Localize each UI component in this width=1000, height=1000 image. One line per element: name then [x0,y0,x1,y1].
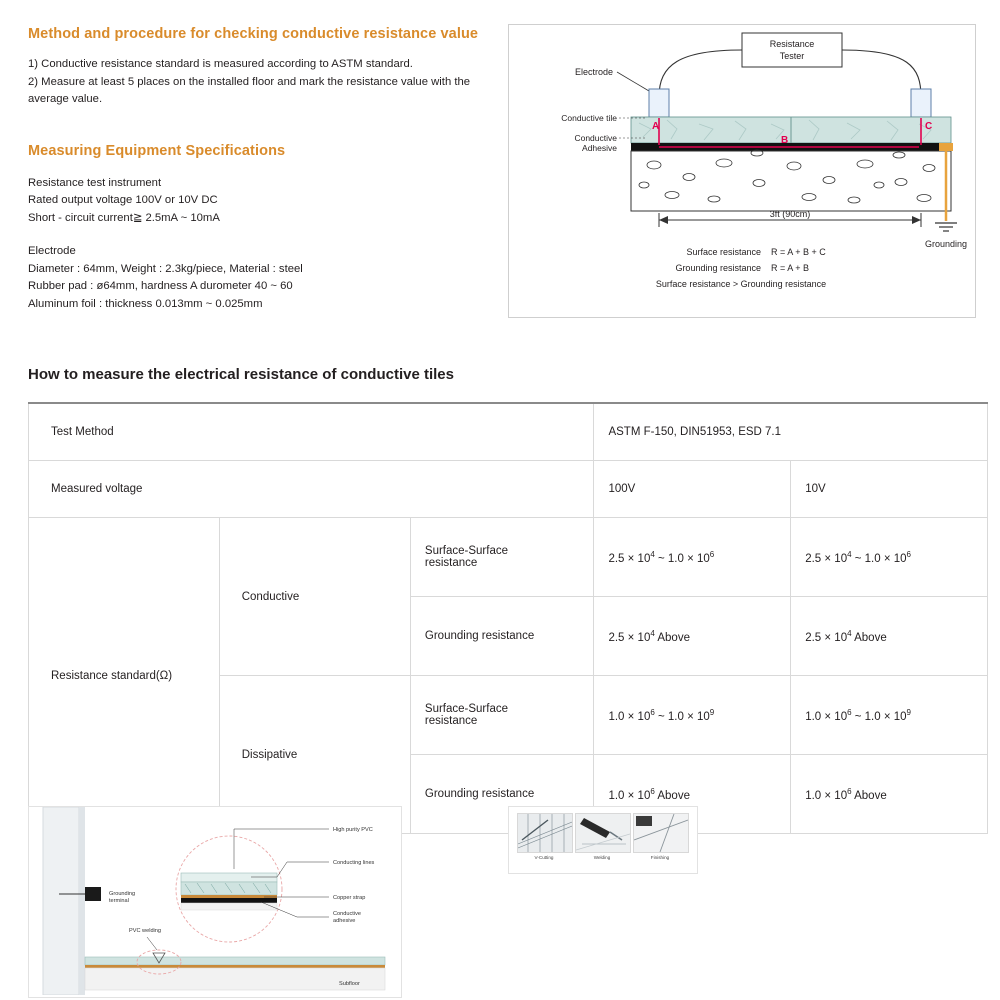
value-exp-1: 6 [847,707,852,717]
electrode-right [911,89,931,117]
thumb-image-v-cutting [517,813,573,853]
distance-label: 3ft (90cm) [769,209,811,219]
heading-method-procedure: Method and procedure for checking conductive resistance value [28,26,479,42]
cell-value-conductive-surface-10v [791,518,988,597]
kind-line-2: resistance [424,557,478,569]
wire-right [842,50,921,97]
resistance-standard-table [28,402,988,834]
wire-left [659,50,742,97]
value-post: Above [851,631,887,644]
cell-group-dissipative: Dissipative [219,676,410,834]
cell-test-method-label: Test Method [29,403,594,461]
cell-kind-dissipative-grounding: Grounding resistance [410,755,594,834]
value-pre: 2.5 × 10 [805,552,848,565]
spec-instrument-line-1: Rated output voltage 100V or 10V DC [28,194,218,206]
table-row-measured-voltage [29,461,988,518]
kind-line-1: Surface-Surface [424,545,509,557]
value-exp-1: 4 [650,549,655,559]
value-exp-1: 6 [650,707,655,717]
cell-value-conductive-grounding-100v [594,597,791,676]
resistance-tester-label-line1: Resistance [769,39,815,49]
value-exp-1: 6 [650,786,655,796]
marker-b: B [781,135,789,146]
thumb-caption-welding: Welding [593,855,611,860]
value-mid: ~ 1.0 × 10 [851,710,907,723]
value-pre: 2.5 × 10 [805,631,848,644]
thumb-finishing [633,813,687,860]
cell-voltage-10v: 10V [791,461,988,518]
value-pre: 1.0 × 10 [805,710,848,723]
value-pre: 1.0 × 10 [608,789,651,802]
left-text-column [28,26,488,329]
cell-voltage-100v: 100V [594,461,791,518]
thumb-welding [575,813,629,860]
conductive-adhesive-label-1: Conductive [574,133,617,143]
grounding-label: Grounding [924,239,968,249]
formula-3: Surface resistance > Grounding resistance [655,279,827,289]
cell-kind-dissipative-surface [410,676,594,755]
marker-c: C [925,121,933,132]
concrete-subfloor [631,151,951,211]
label-conductive-adhesive-2: adhesive [333,918,356,924]
floor-tile-layer [85,957,385,965]
spec-instrument-line-2: Short - circuit current≧ 2.5mA ~ 10mA [28,211,220,224]
cell-resistance-standard-label: Resistance standard(Ω) [29,518,220,834]
wall [43,807,79,995]
spec-electrode [28,243,488,313]
formula-2-value: R = A + B [771,263,810,273]
spec-electrode-line-1: Diameter : 64mm, Weight : 2.3kg/piece, Material : steel [28,262,303,275]
subfloor-label: Subfloor [339,981,360,987]
value-exp-2: 6 [906,549,911,559]
value-mid: ~ 1.0 × 10 [654,710,710,723]
label-conducting-lines: Conducting lines [333,860,375,866]
cell-value-dissipative-surface-100v [594,676,791,755]
thumb-v-cutting [517,813,571,860]
value-exp-2: 9 [709,707,715,717]
spec-title-electrode: Electrode [28,245,76,257]
value-post: Above [851,789,887,802]
value-post: Above [654,631,690,644]
cell-value-conductive-grounding-10v [791,597,988,676]
conductive-adhesive-label-2: Adhesive [582,143,617,153]
thumb-caption-finishing: Finishing [650,855,670,860]
cell-value-conductive-surface-100v [594,518,791,597]
table-row-test-method [29,403,988,461]
grounding-terminal-label-1: Grounding [109,891,136,897]
wall-edge [79,807,85,995]
formula-1-value: R = A + B + C [771,247,826,257]
value-pre: 2.5 × 10 [608,631,651,644]
electrode-label: Electrode [574,67,613,77]
table-row-conductive-surface [29,518,988,597]
detail-base [181,903,277,910]
thumb-image-finishing [633,813,689,853]
ground-symbol-icon [935,223,957,231]
grounding-strip [939,143,953,151]
detail-pvc-layer [181,873,277,882]
page-title: How to measure the electrical resistance of conductive tiles [28,366,454,383]
value-pre: 1.0 × 10 [805,789,848,802]
floor-construction-figure [28,806,402,998]
spec-resistance-instrument [28,175,488,228]
cell-group-conductive: Conductive [219,518,410,676]
value-mid: ~ 1.0 × 10 [851,552,907,565]
welding-leader-line [147,937,157,950]
spec-electrode-line-3: Aluminum foil : thickness 0.013mm ~ 0.025mm [28,297,263,310]
value-exp-2: 6 [709,549,715,559]
grounding-terminal-block [85,887,101,901]
heading-measuring-equipment: Measuring Equipment Specifications [28,142,286,159]
label-high-purity-pvc: High purity PVC [333,827,373,833]
paragraph-step-1: 1) Conductive resistance standard is measured according to ASTM standard. [28,58,413,70]
cell-kind-conductive-grounding: Grounding resistance [410,597,594,676]
kind-line-2: resistance [424,715,478,727]
value-post: Above [654,789,690,802]
paragraph-step-2: 2) Measure at least 5 places on the installed floor and mark the resistance value with the average value. [28,75,471,105]
formula-1-label: Surface resistance [686,247,761,257]
label-conductive-adhesive-1: Conductive [333,911,361,917]
cell-value-dissipative-surface-10v [791,676,988,755]
value-exp-2: 9 [906,707,911,717]
resistance-tester-label-line2: Tester [779,51,805,61]
cell-value-dissipative-grounding-10v [791,755,988,834]
cell-kind-conductive-surface [410,518,594,597]
electrode-leader-line [617,72,649,91]
value-exp-1: 6 [847,786,852,796]
spec-title-instrument: Resistance test instrument [28,176,162,189]
thumb-image-welding [575,813,631,853]
electrode-left [649,89,669,117]
cell-measured-voltage-label: Measured voltage [29,461,594,518]
label-pvc-welding: PVC welding [129,928,162,934]
thumb-caption-v-cutting: V-Cutting [534,855,554,860]
conductive-tile-label: Conductive tile [561,113,617,123]
grounding-terminal-label-2: terminal [109,898,129,904]
label-copper-strap: Copper strap [333,895,366,901]
detail-conductive-adhesive [181,898,277,903]
marker-a: A [652,121,660,132]
value-exp-1: 4 [847,628,852,638]
value-mid: ~ 1.0 × 10 [654,552,710,565]
cell-test-method-value: ASTM F-150, DIN51953, ESD 7.1 [594,403,988,461]
spec-electrode-line-2: Rubber pad : ø64mm, hardness A durometer 40 ~ 60 [28,280,293,292]
formula-2-label: Grounding resistance [675,263,761,273]
value-exp-1: 4 [650,628,655,638]
value-pre: 2.5 × 10 [608,552,651,565]
detail-copper-strap [181,895,277,898]
value-pre: 1.0 × 10 [608,710,651,723]
installation-steps-figure [508,806,698,874]
floor-adhesive-layer [85,965,385,968]
kind-line-1: Surface-Surface [424,703,509,715]
value-exp-1: 4 [847,549,852,559]
measurement-diagram [508,24,976,318]
